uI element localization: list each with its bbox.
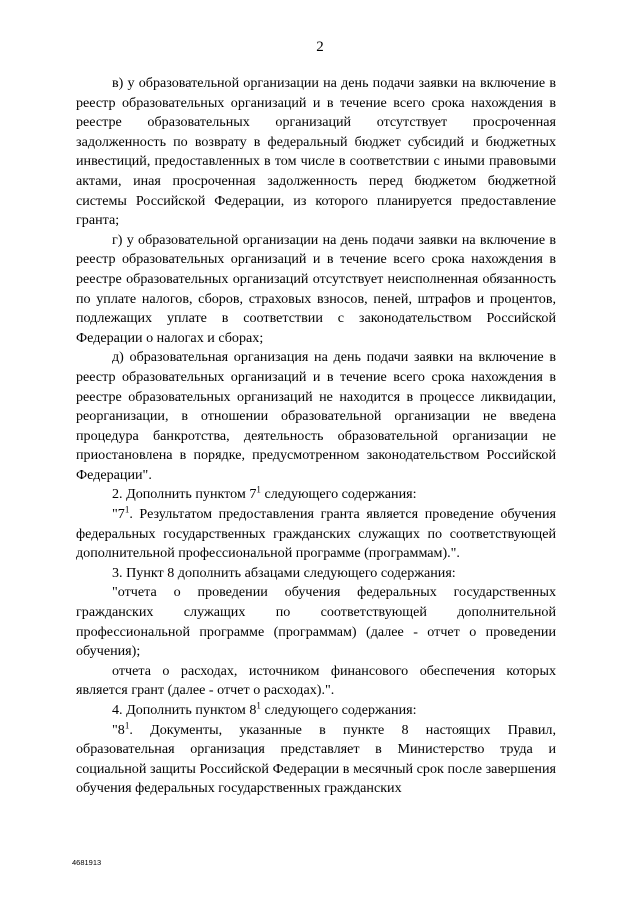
text-segment: "7 (112, 506, 125, 523)
text-segment: следующего содержания: (260, 486, 417, 503)
page-number: 2 (316, 39, 324, 55)
superscript: 1 (256, 700, 261, 711)
text-segment: . Документы, указанные в пункте 8 настоящих Правил, образовательная организация представляет в Министерство труда и социальной защиты Российской Федерации в месячный срок после завершения обучения федеральных государственных гражданских (76, 721, 556, 797)
paragraph-clause-7-1 (76, 505, 556, 564)
text-segment: 4. Дополнить пунктом 8 (112, 702, 257, 718)
superscript: 1 (256, 484, 261, 495)
paragraph-report-expenses: отчета о расходах, источником финансового обеспечения которых является грант (далее - отчет о расходах).". (76, 662, 556, 699)
superscript: 1 (124, 719, 130, 730)
paragraph-report-training: "отчета о проведении обучения федеральных государственных гражданских служащих по соответствующей дополнительной профессиональной программе (программам) (далее - отчет о проведении обучения); (76, 584, 556, 660)
text-segment: "8 (112, 721, 125, 738)
text-segment: следующего содержания: (260, 702, 417, 718)
text-segment: . Результатом предоставления гранта является проведение обучения федеральных государственных гражданских служащих по соответствующей дополнительной профессиональной программе (программам).". (76, 506, 556, 562)
paragraph-g: г) у образовательной организации на день подачи заявки на включение в реестр образовательных организаций и в течение всего срока нахождения в реестре образовательных организаций отсутствует неисполненная обязанность по уплате налогов, сборов, страховых взносов, пеней, штрафов и процентов, подлежащих уплате в соответствии с законодательством Российской Федерации о налогах и сборах; (76, 231, 556, 346)
paragraph-clause-8-1 (76, 721, 556, 799)
text-segment: 2. Дополнить пунктом 7 (112, 486, 257, 503)
paragraph-d: д) образовательная организация на день подачи заявки на включение в реестр образовательных организаций и в течение всего срока нахождения в реестре образовательных организаций не находится в процессе ликвидации, реорганизации, в отношении образовательной организации не введена процедура банкротства, деятельность образовательной организации не приостановлена в порядке, предусмотренном законодательством Российской Федерации". (76, 349, 556, 483)
paragraph-v: в) у образовательной организации на день подачи заявки на включение в реестр образовательных организаций и в течение всего срока нахождения в реестре образовательных организаций отсутствует просроченная задолженность по возврату в федеральный бюджет субсидий и бюджетных инвестиций, предоставленных в том числе в соответствии с иными правовыми актами, иная просроченная задолженность перед бюджетом бюджетной системы Российской Федерации, из которого планируется предоставление гранта; (76, 75, 556, 229)
paragraph-item-3: 3. Пункт 8 дополнить абзацами следующего содержания: (112, 564, 456, 581)
document-code: 4681913 (72, 858, 102, 867)
superscript: 1 (124, 504, 130, 515)
paragraph-item-2 (76, 485, 556, 505)
paragraph-item-4 (76, 701, 556, 721)
document-body (76, 74, 556, 799)
